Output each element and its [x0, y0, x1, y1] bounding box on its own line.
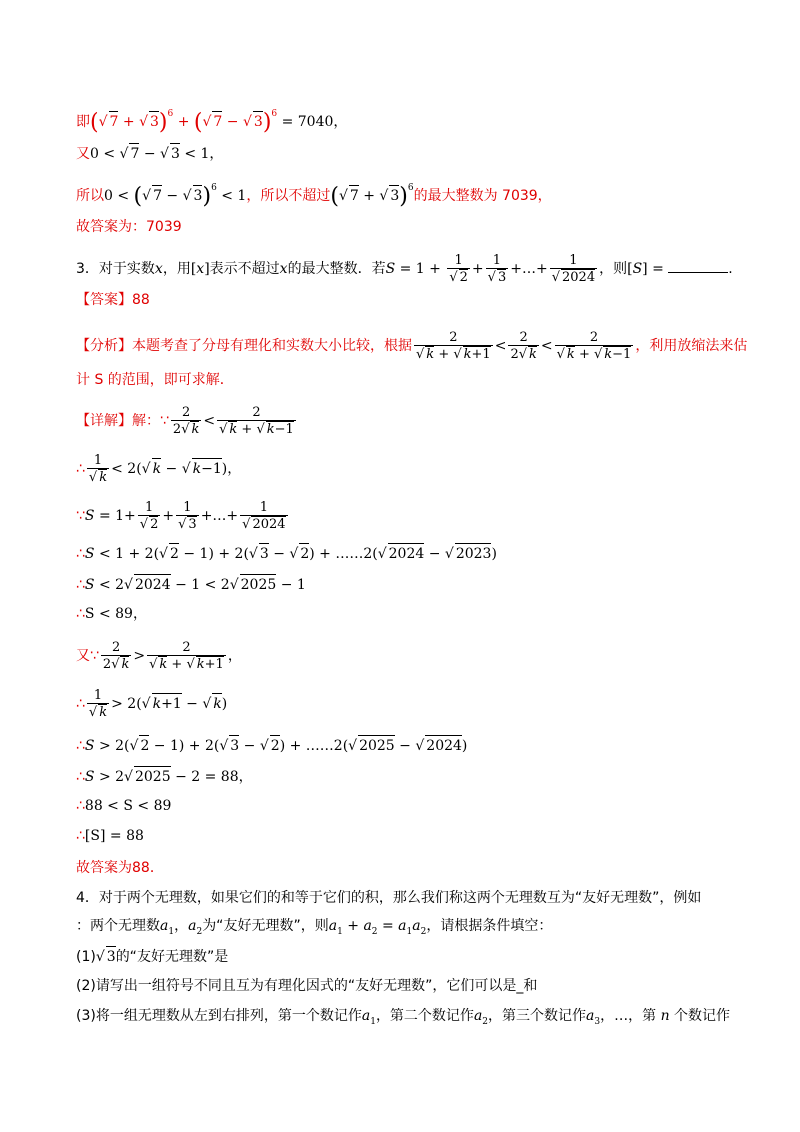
part-number: (1) [76, 949, 96, 965]
therefore-symbol: ∴ [76, 798, 85, 814]
detail-line-11 [76, 796, 171, 816]
therefore-symbol: ∴ [76, 738, 85, 754]
therefore-symbol: ∴ [76, 461, 85, 477]
detail-line-6: ∴S < 89， [76, 606, 147, 622]
analysis-line-1: 【分析】本题考查了分母有理化和实数大小比较，根据 $\frac{2}{√ k + √ k+1}$ < $\frac{2}{2√ k}$ < $\frac{2}{√ k + √ k-1}$ ，利用放缩法来估 [76, 330, 748, 362]
conclusion-text: ，所以不超过 [246, 188, 331, 204]
detail-line-10: ∴S > 2√ 2025 − 2 = 88， [76, 766, 253, 787]
line-prefix: 所以 [76, 188, 104, 204]
analysis-suffix: ，利用放缩法来估 [635, 338, 748, 354]
question-4-line-2: ：两个无理数$a_1$，$a_2$为“友好无理数”，则$a_1 + a_2 = a_1a_2$，请根据条件填空： [76, 918, 553, 937]
part-1-text: 的“友好无理数”是 [115, 949, 229, 965]
therefore-symbol: ∴ [76, 769, 85, 785]
question-number: 3．对于实数 [76, 261, 155, 277]
line-bound: 又0 < √ 7 − √ 3 < 1， [76, 143, 223, 164]
identity-value: = 7040 [281, 114, 334, 130]
therefore-symbol: ∴ [76, 577, 85, 593]
q3-text-4: ，则 [599, 261, 628, 277]
q3-end: . [728, 261, 733, 277]
also-because-symbol: 又∵ [76, 648, 99, 664]
q3-text-1: ，用 [162, 261, 191, 277]
therefore-symbol: ∴ [76, 828, 85, 844]
detail-line-5: ∴S < 2√ 2024 − 1 < 2√ 2025 − 1 [76, 574, 306, 595]
question-4-line-1: 4．对于两个无理数，如果它们的和等于它们的积，那么我们称这两个无理数互为“友好无理数”，例如 [76, 890, 702, 906]
detail-line-1: 【详解】解：∵ $\frac{2}{2√ k}$ < $\frac{2}{√ k + √ k-1}$ [76, 405, 294, 437]
question-4-part-2: (2)请写出一组符号不同且互为有理化因式的“友好无理数”，它们可以是_和 [76, 978, 538, 994]
analysis-line-2: 计 S 的范围，即可求解． [76, 372, 234, 388]
detail-line-9: ∴S > 2(√ 2 − 1) + 2(√ 3 − √ 2) + ……2(√ 2025 − √ 2024) [76, 735, 467, 756]
q4-text-a: ：两个无理数 [76, 918, 160, 934]
q4-text-b: 为“友好无理数”，则 [202, 918, 329, 934]
s-upper-bound: S < 89 [84, 606, 133, 622]
q4-text-c: ，请根据条件填空： [426, 918, 553, 934]
line-conclusion: 所以0 < (√ 7 − √ 3)$^6$ < 1，所以不超过(√ 7 + √ 3)$^6$的最大整数为 7039， [76, 183, 552, 209]
detail-line-12 [76, 826, 144, 846]
part-3-text-a: (3)将一组无理数从左到右排列，第一个数记作 [76, 1008, 362, 1024]
therefore-symbol: ∴ [76, 696, 85, 712]
question-4-part-3: (3)将一组无理数从左到右排列，第一个数记作$a_1$，第二个数记作$a_2$，第三个数记作$a_3$，…，第 n 个数记作 [76, 1008, 731, 1027]
floor-s-value: [S] = 88 [84, 828, 144, 844]
detail-line-8: ∴ $\frac{1}{√ k}$ > 2(√ k+1 − √ k) [76, 688, 228, 720]
part-3-text-b: ，第二个数记作 [375, 1008, 474, 1024]
detail-line-7: 又∵ $\frac{2}{2√ k}$ > $\frac{2}{√ k + √ k+1}$ ， [76, 640, 242, 672]
line-prefix: 又 [76, 146, 90, 162]
line-identity: 即(√ 7 + √ 3)$^6$ + (√ 7 − √ 3)$^6$ = 7040， [76, 109, 348, 135]
question-4-part-1: (1)√ 3的“友好无理数”是 [76, 946, 228, 967]
q3-text-2: 表示不超过 [209, 261, 280, 277]
part-3-text-c: ，第三个数记作 [488, 1008, 587, 1024]
part-3-text-d: ，…，第 [600, 1008, 657, 1024]
conclusion-suffix: 的最大整数为 7039， [413, 188, 552, 204]
detail-line-3: ∵S = 1+ $\frac{1}{√ 2}$ + $\frac{1}{√ 3}$ +…+ $\frac{1}{√ 2024}$ [76, 500, 286, 532]
therefore-symbol: ∴ [76, 606, 85, 622]
line-prefix: 即 [76, 114, 90, 130]
detail-line-2: ∴ $\frac{1}{√ k}$ < 2(√ k − √ k−1)， [76, 453, 242, 485]
q3-text-3: 的最大整数．若 [287, 261, 386, 277]
part-3-text-e: 个数记作 [674, 1008, 731, 1024]
question-3: 3．对于实数x，用[x]表示不超过x的最大整数．若S = 1 + $\frac{1}{√ 2}$ + $\frac{1}{√ 3}$ +…+ $\frac{1}{√ 2024}$ ，则[S] = . [76, 253, 733, 285]
analysis-text: 【分析】本题考查了分母有理化和实数大小比较，根据 [76, 338, 412, 354]
detail-prefix: 【详解】解：∵ [76, 413, 169, 429]
answer-blank [668, 260, 728, 273]
answer-88: 【答案】88 [76, 292, 150, 308]
detail-line-4: ∴S < 1 + 2(√ 2 − 1) + 2(√ 3 − √ 2) + ……2(√ 2024 − √ 2023) [76, 543, 497, 564]
final-answer-88: 故答案为88． [76, 860, 164, 876]
answer-line-7039: 故答案为：7039 [76, 219, 182, 235]
s-range: 88 < S < 89 [84, 798, 172, 814]
therefore-symbol: ∴ [76, 546, 85, 562]
because-symbol: ∵ [76, 508, 85, 524]
